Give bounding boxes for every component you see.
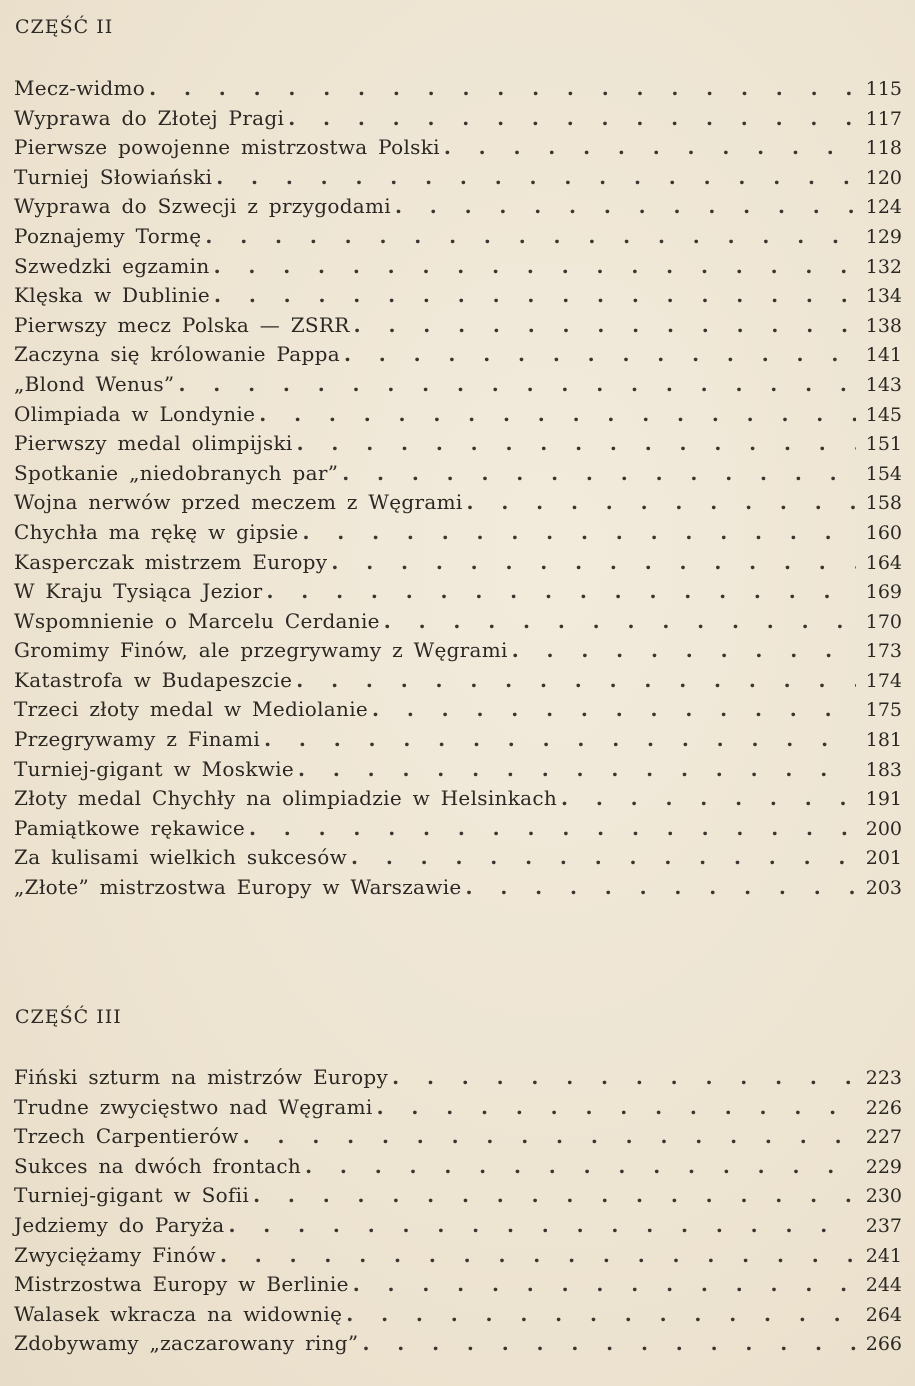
- toc-entry-page-number: 200: [865, 817, 902, 840]
- toc-entry-title: Walasek wkracza na widownię: [14, 1301, 343, 1326]
- toc-entry: [14, 192, 902, 222]
- toc-entry: [14, 1063, 902, 1093]
- toc-entry-title: Sukces na dwóch frontach: [14, 1153, 302, 1178]
- toc-dot-leader: [220, 1241, 856, 1271]
- toc-dot-leader: [467, 488, 856, 518]
- toc-entry-page-number: 191: [865, 788, 902, 811]
- toc-entry-page-number: 141: [865, 344, 902, 367]
- toc-entry-title: Olimpiada w Londynie: [14, 401, 256, 426]
- toc-dot-leader: [288, 104, 856, 134]
- toc-dot-leader: [466, 873, 856, 903]
- toc-entry-title: Wojna nerwów przed meczem z Węgrami: [14, 490, 463, 515]
- toc-entry-title: Wyprawa do Szwecji z przygodami: [14, 194, 391, 219]
- toc-dot-leader: [362, 1329, 856, 1359]
- toc-entry-title: Turniej-gigant w Sofii: [14, 1183, 250, 1208]
- toc-entry-title: Mistrzostwa Europy w Berlinie: [14, 1272, 349, 1297]
- toc-entry-page-number: 175: [865, 699, 902, 722]
- toc-entry-title: Trudne zwycięstwo nad Węgrami: [14, 1094, 373, 1119]
- toc-entry-page-number: 145: [865, 403, 902, 426]
- toc-dot-leader: [266, 577, 856, 607]
- toc-entry: [14, 1181, 902, 1211]
- toc-entry: [14, 370, 902, 400]
- toc-entry-title: Klęska w Dublinie: [14, 283, 211, 308]
- toc-entry: [14, 488, 902, 518]
- toc-entry-page-number: 120: [865, 166, 902, 189]
- toc-entry-title: Fiński szturm na mistrzów Europy: [14, 1065, 389, 1089]
- toc-dot-leader: [392, 1063, 856, 1093]
- toc-entry-page-number: 173: [865, 640, 902, 663]
- toc-entry-title: Zwyciężamy Finów: [14, 1242, 216, 1267]
- toc-entry: [14, 281, 902, 311]
- toc-entry: [14, 311, 902, 341]
- toc-entry-title: Pierwszy medal olimpijski: [14, 431, 293, 456]
- toc-dot-leader: [243, 1122, 856, 1152]
- toc-dot-leader: [216, 163, 856, 193]
- toc-entry-title: Turniej Słowiański: [14, 164, 213, 189]
- toc-entry: [14, 459, 902, 489]
- toc-entry-page-number: 183: [865, 758, 902, 781]
- toc-dot-leader: [296, 666, 856, 696]
- toc-entry: [14, 636, 902, 666]
- toc-entry-title: Jedziemy do Paryża: [14, 1212, 225, 1237]
- toc-entry: [14, 104, 902, 134]
- toc-entry-page-number: 134: [865, 285, 902, 308]
- toc-dot-leader: [264, 725, 856, 755]
- toc-entry-page-number: 264: [865, 1303, 902, 1326]
- toc-entry: [14, 548, 902, 578]
- toc-entry-title: „Złote” mistrzostwa Europy w Warszawie: [14, 875, 462, 900]
- toc-dot-leader: [297, 429, 856, 459]
- toc-entry-page-number: 154: [865, 462, 902, 485]
- toc-entry: [14, 577, 902, 607]
- toc-entry: [14, 400, 902, 430]
- toc-dot-leader: [253, 1181, 856, 1211]
- toc-entry-title: Trzeci złoty medal w Mediolanie: [14, 697, 369, 722]
- toc-entry-page-number: 160: [865, 521, 902, 544]
- toc-dot-leader: [512, 636, 856, 666]
- toc-dot-leader: [346, 1300, 856, 1330]
- toc-dot-leader: [249, 814, 856, 844]
- toc-entry: [14, 843, 902, 873]
- toc-dot-leader: [372, 695, 856, 725]
- toc-list-part-3: [14, 1063, 902, 1359]
- toc-entry-title: Za kulisami wielkich sukcesów: [14, 845, 348, 870]
- toc-dot-leader: [351, 843, 856, 873]
- toc-dot-leader: [228, 1211, 856, 1241]
- toc-dot-leader: [384, 607, 856, 637]
- toc-entry-title: Katastrofa w Budapeszcie: [14, 667, 293, 692]
- toc-dot-leader: [353, 1270, 856, 1300]
- toc-dot-leader: [395, 192, 856, 222]
- toc-entry-page-number: 118: [865, 137, 902, 160]
- toc-entry: [14, 252, 902, 282]
- toc-entry: [14, 695, 902, 725]
- toc-entry-page-number: 229: [865, 1155, 902, 1178]
- toc-entry-page-number: 138: [865, 314, 902, 337]
- toc-entry: [14, 755, 902, 785]
- toc-entry-page-number: 181: [865, 729, 902, 752]
- toc-dot-leader: [178, 370, 856, 400]
- toc-entry-page-number: 244: [865, 1274, 902, 1297]
- toc-entry-page-number: 164: [865, 551, 902, 574]
- toc-entry: [14, 1152, 902, 1182]
- toc-entry-title: Pamiątkowe rękawice: [14, 815, 245, 840]
- toc-entry-title: Poznajemy Tormę: [14, 223, 202, 248]
- toc-entry-page-number: 169: [865, 581, 902, 604]
- toc-entry-title: Pierwszy mecz Polska — ZSRR: [14, 312, 350, 337]
- toc-entry-title: Szwedzki egzamin: [14, 253, 210, 278]
- toc-dot-leader: [214, 252, 856, 282]
- section-heading-part-2: CZĘŚĆ II: [15, 16, 114, 38]
- toc-entry-title: Przegrywamy z Finami: [14, 727, 261, 752]
- toc-entry-page-number: 201: [865, 847, 902, 870]
- toc-entry: [14, 1300, 902, 1330]
- toc-entry-page-number: 203: [865, 877, 902, 900]
- toc-entry-page-number: 143: [865, 373, 902, 396]
- toc-entry-page-number: 223: [865, 1067, 902, 1089]
- toc-entry-page-number: 129: [865, 225, 902, 248]
- toc-entry: [14, 1211, 902, 1241]
- toc-entry-title: Złoty medal Chychły na olimpiadzie w Helsinkach: [14, 786, 558, 811]
- toc-entry: [14, 429, 902, 459]
- toc-entry-title: Kasperczak mistrzem Europy: [14, 549, 328, 574]
- toc-entry: [14, 1241, 902, 1271]
- toc-dot-leader: [354, 311, 856, 341]
- toc-entry-page-number: 115: [865, 78, 902, 100]
- toc-entry: [14, 725, 902, 755]
- toc-dot-leader: [331, 548, 856, 578]
- toc-entry-page-number: 158: [865, 492, 902, 515]
- toc-entry-page-number: 174: [865, 669, 902, 692]
- toc-list-part-2: [14, 74, 902, 903]
- toc-entry-title: Pierwsze powojenne mistrzostwa Polski: [14, 135, 440, 160]
- toc-entry-title: Wyprawa do Złotej Pragi: [14, 105, 285, 130]
- toc-entry: [14, 666, 902, 696]
- toc-entry-page-number: 266: [865, 1333, 902, 1356]
- toc-dot-leader: [342, 459, 856, 489]
- toc-entry-page-number: 227: [865, 1126, 902, 1149]
- toc-entry-page-number: 241: [865, 1244, 902, 1267]
- section-heading-part-3: CZĘŚĆ III: [15, 1006, 122, 1028]
- toc-entry: [14, 133, 902, 163]
- toc-dot-leader: [205, 222, 856, 252]
- toc-dot-leader: [377, 1093, 856, 1123]
- toc-entry-title: Wspomnienie o Marcelu Cerdanie: [14, 608, 380, 633]
- toc-entry-title: Turniej-gigant w Moskwie: [14, 756, 294, 781]
- toc-entry: [14, 74, 902, 104]
- toc-dot-leader: [214, 281, 856, 311]
- toc-entry-page-number: 124: [865, 196, 902, 219]
- toc-dot-leader: [344, 340, 856, 370]
- toc-entry-page-number: 170: [865, 610, 902, 633]
- toc-entry-page-number: 226: [865, 1096, 902, 1119]
- toc-entry: [14, 607, 902, 637]
- toc-entry: [14, 163, 902, 193]
- toc-entry-page-number: 151: [865, 433, 902, 456]
- toc-dot-leader: [149, 74, 856, 104]
- toc-entry-title: Gromimy Finów, ale przegrywamy z Węgrami: [14, 638, 508, 663]
- toc-entry-title: Spotkanie „niedobranych par”: [14, 460, 339, 485]
- toc-entry: [14, 873, 902, 903]
- toc-entry: [14, 340, 902, 370]
- toc-entry: [14, 814, 902, 844]
- toc-dot-leader: [302, 518, 856, 548]
- toc-dot-leader: [561, 784, 856, 814]
- toc-entry-title: „Blond Wenus”: [14, 371, 175, 396]
- toc-dot-leader: [298, 755, 856, 785]
- toc-entry-title: Zaczyna się królowanie Pappa: [14, 342, 340, 367]
- toc-entry-page-number: 230: [865, 1185, 902, 1208]
- toc-entry-title: Trzech Carpentierów: [14, 1124, 239, 1149]
- toc-entry-title: Mecz-widmo: [14, 76, 146, 100]
- toc-entry-page-number: 132: [865, 255, 902, 278]
- toc-entry: [14, 1270, 902, 1300]
- toc-entry-page-number: 237: [865, 1214, 902, 1237]
- toc-dot-leader: [444, 133, 856, 163]
- toc-entry: [14, 1329, 902, 1359]
- toc-entry: [14, 1122, 902, 1152]
- toc-entry-page-number: 117: [865, 107, 902, 130]
- toc-entry-title: W Kraju Tysiąca Jezior: [14, 579, 263, 604]
- toc-entry-title: Zdobywamy „zaczarowany ring”: [14, 1331, 359, 1356]
- toc-dot-leader: [305, 1152, 856, 1182]
- toc-entry: [14, 222, 902, 252]
- toc-entry: [14, 784, 902, 814]
- toc-dot-leader: [259, 400, 856, 430]
- toc-entry-title: Chychła ma rękę w gipsie: [14, 519, 299, 544]
- toc-entry: [14, 1093, 902, 1123]
- toc-entry: [14, 518, 902, 548]
